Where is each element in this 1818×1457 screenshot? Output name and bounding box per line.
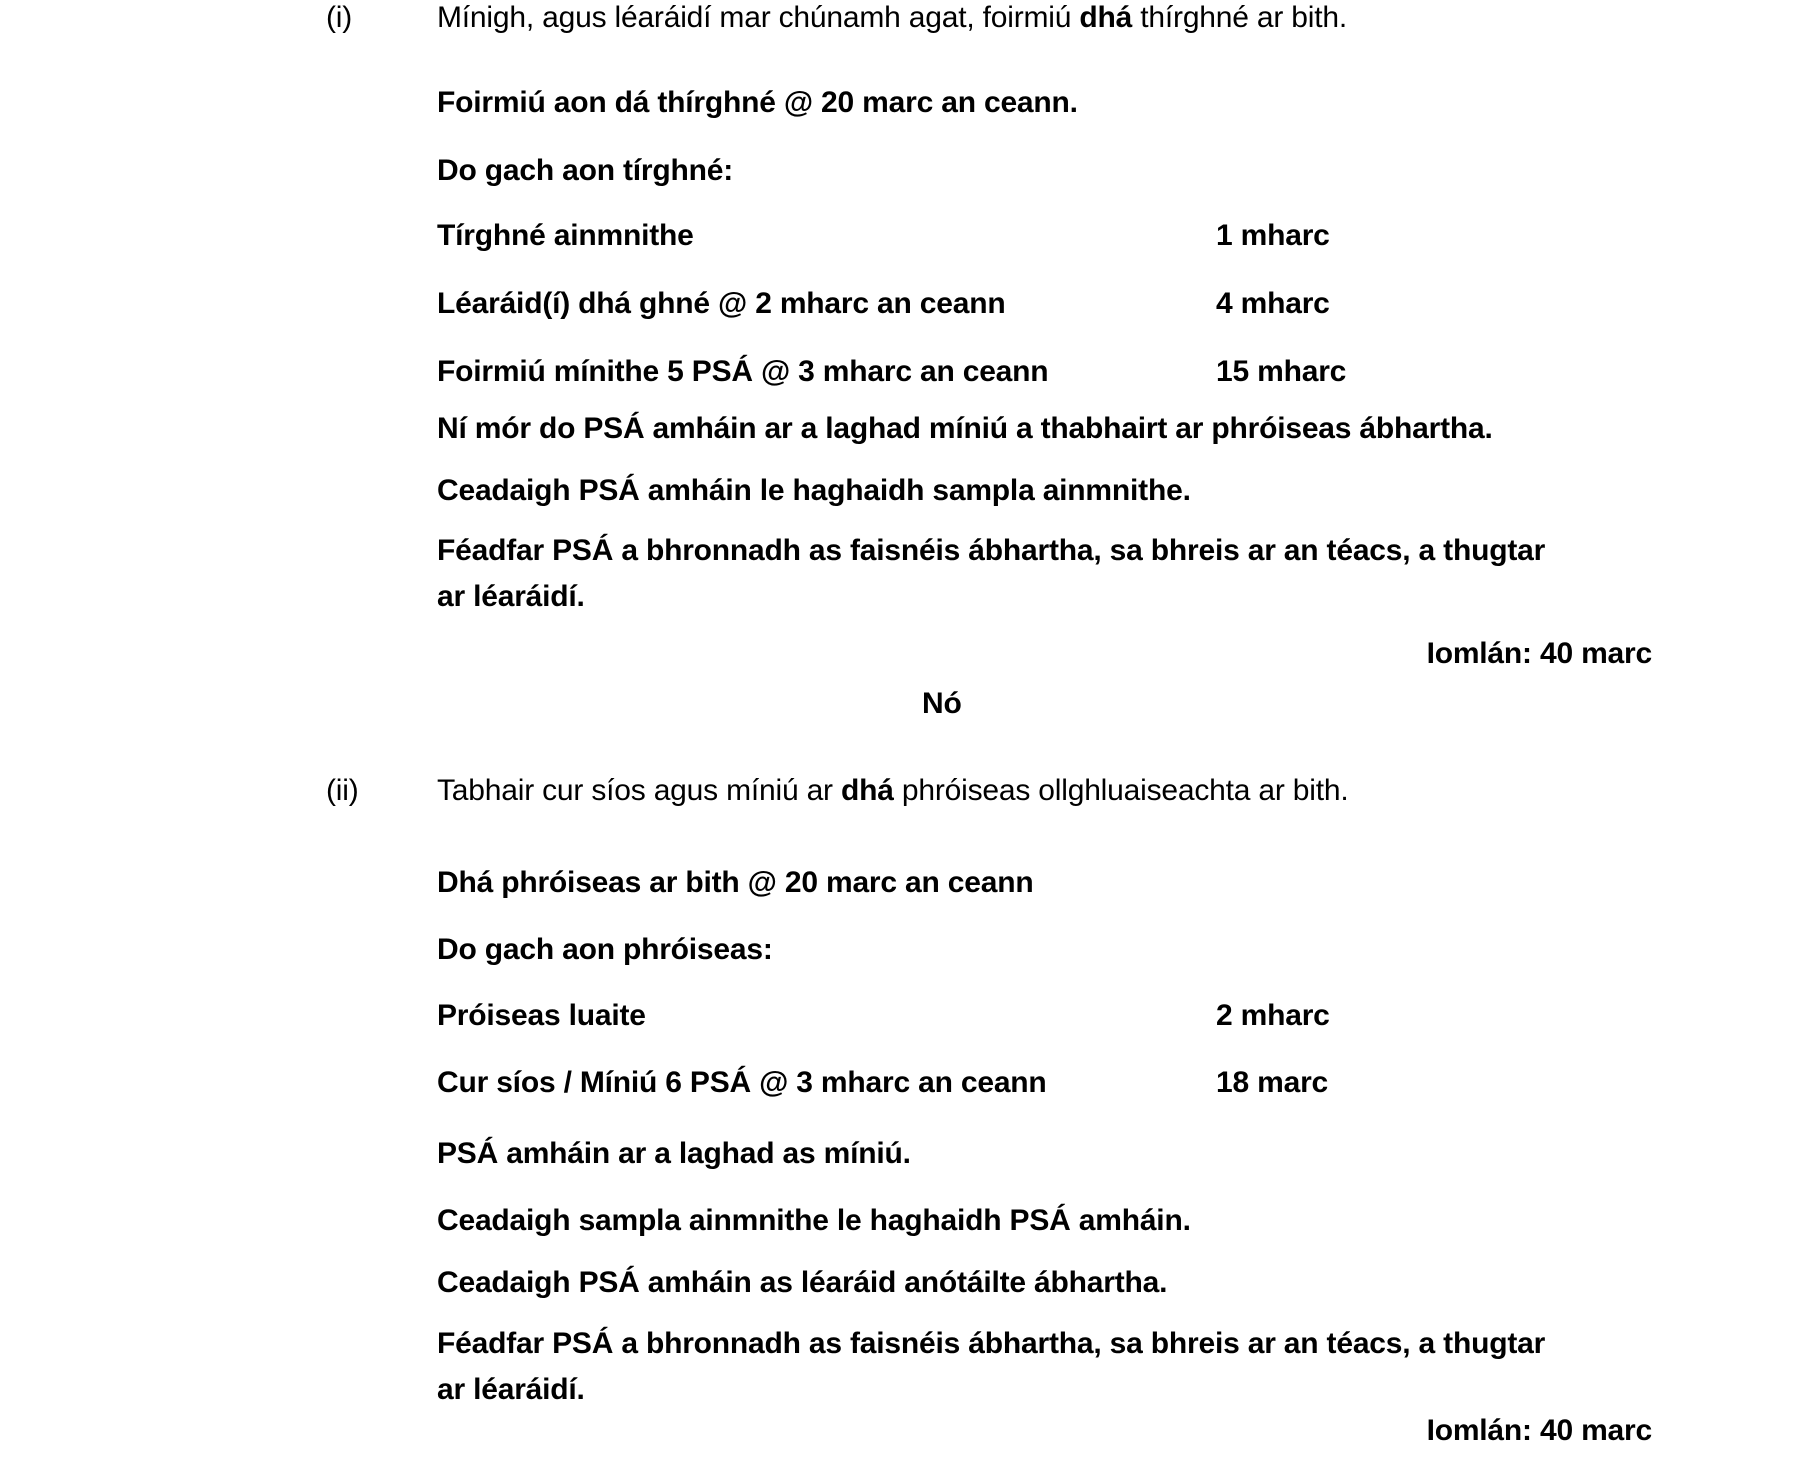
- mark-row-label: Léaráid(í) dhá ghné @ 2 mharc an ceann: [437, 287, 1006, 320]
- scheme-i-intro: Foirmiú aon dá thírghné @ 20 marc an ceann.: [437, 86, 1078, 119]
- question-i-text-pre: Mínigh, agus léaráidí mar chúnamh agat, foirmiú: [437, 1, 1080, 34]
- question-ii-text: [437, 771, 1349, 811]
- mark-row-value: 4 mharc: [1216, 287, 1330, 320]
- question-ii-text-pre: Tabhair cur síos agus míniú ar: [437, 774, 841, 807]
- scheme-i-per-item: Do gach aon tírghné:: [437, 154, 734, 187]
- scheme-ii-intro: Dhá phróiseas ar bith @ 20 marc an ceann: [437, 866, 1034, 899]
- or-divider: Nó: [922, 687, 962, 720]
- question-ii-text-post: phróiseas ollghluaiseachta ar bith.: [893, 774, 1349, 807]
- mark-row-label: Tírghné ainmnithe: [437, 219, 694, 252]
- mark-row-value: 2 mharc: [1216, 999, 1330, 1032]
- note-line: Ní mór do PSÁ amháin ar a laghad míniú a thabhairt ar phróiseas ábhartha.: [437, 412, 1493, 445]
- mark-row-label: Próiseas luaite: [437, 999, 646, 1032]
- note-line: Ceadaigh sampla ainmnithe le haghaidh PSÁ amháin.: [437, 1204, 1191, 1237]
- note-wrapped-line1: Féadfar PSÁ a bhronnadh as faisnéis ábhartha, sa bhreis ar an téacs, a thugtar: [437, 534, 1546, 567]
- mark-row-label: Cur síos / Míniú 6 PSÁ @ 3 mharc an ceann: [437, 1066, 1047, 1099]
- note-wrapped-line1: Féadfar PSÁ a bhronnadh as faisnéis ábhartha, sa bhreis ar an téacs, a thugtar: [437, 1327, 1546, 1360]
- note-line: PSÁ amháin ar a laghad as míniú.: [437, 1137, 911, 1170]
- question-i-text-bold: dhá: [1079, 1, 1133, 34]
- note-line: Ceadaigh PSÁ amháin as léaráid anótáilte ábhartha.: [437, 1266, 1168, 1299]
- total-line: Iomlán: 40 marc: [1426, 637, 1652, 670]
- note-wrapped-line2: ar léaráidí.: [437, 580, 585, 613]
- total-line: Iomlán: 40 marc: [1426, 1414, 1652, 1447]
- question-i-text: [437, 0, 1347, 38]
- note-wrapped-line2: ar léaráidí.: [437, 1373, 585, 1406]
- note-line: Ceadaigh PSÁ amháin le haghaidh sampla ainmnithe.: [437, 474, 1191, 507]
- mark-row-label: Foirmiú mínithe 5 PSÁ @ 3 mharc an ceann: [437, 355, 1049, 388]
- mark-row-value: 18 marc: [1216, 1066, 1329, 1099]
- question-ii-text-bold: dhá: [841, 774, 894, 807]
- mark-row-value: 15 mharc: [1216, 355, 1347, 388]
- question-i-number: (i): [326, 1, 353, 34]
- scheme-ii-per-item: Do gach aon phróiseas:: [437, 933, 773, 966]
- mark-row-value: 1 mharc: [1216, 219, 1330, 252]
- question-i-text-post: thírghné ar bith.: [1132, 1, 1348, 34]
- note-wrapped: [437, 1321, 1697, 1413]
- question-ii-number: (ii): [326, 774, 359, 807]
- note-wrapped: [437, 528, 1697, 620]
